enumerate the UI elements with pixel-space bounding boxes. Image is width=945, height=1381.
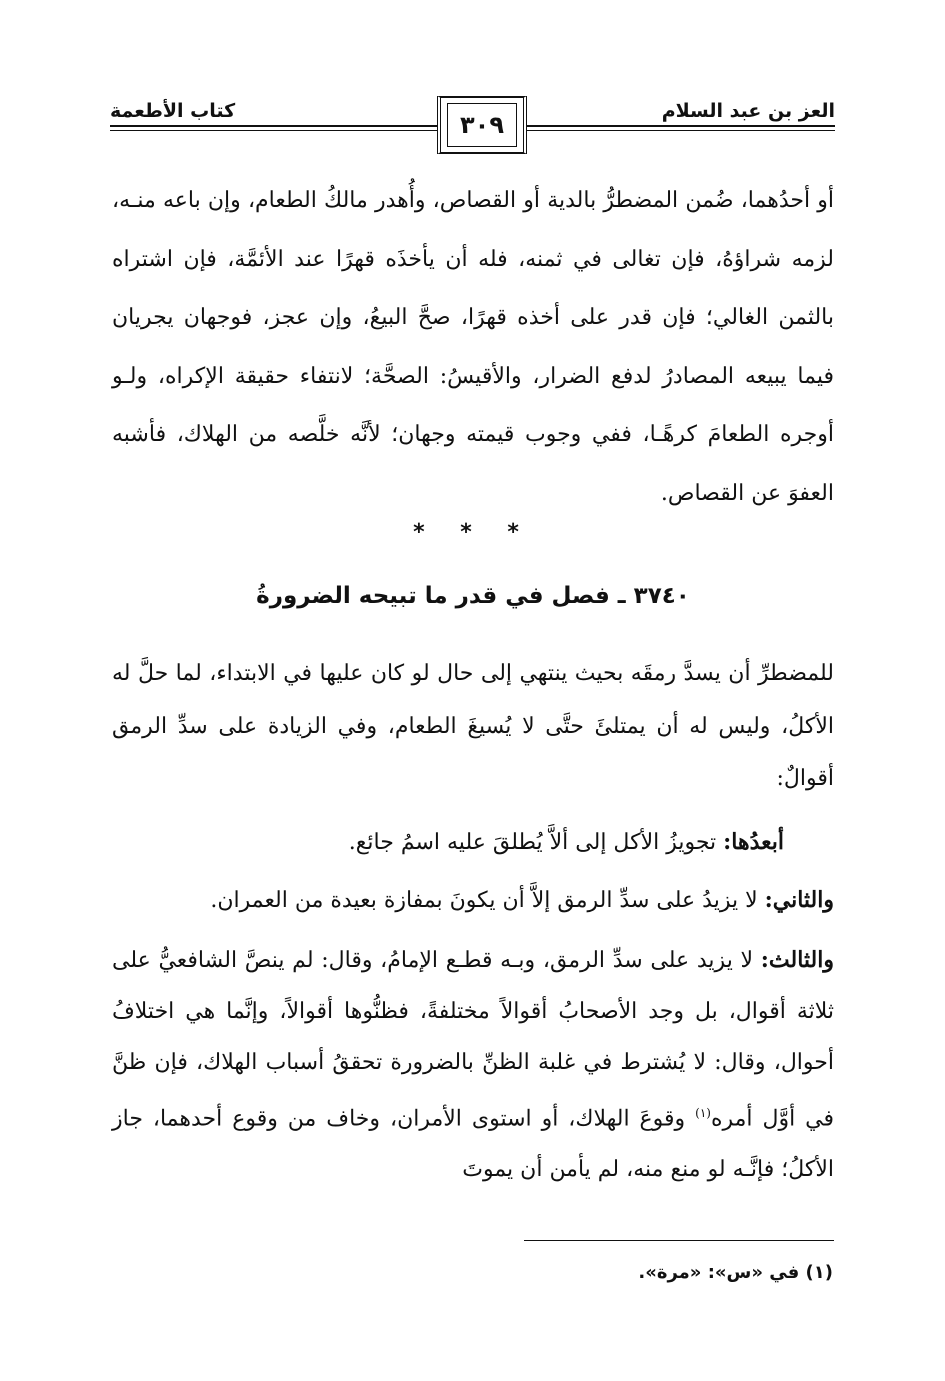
paragraph-continuation [112, 172, 834, 523]
paragraph-1-text: أو أحدُهما، ضُمن المضطرُّ بالدية أو القصاص، وأُهدر مالكُ الطعام، وإن باعه منـه، لزمه شراؤهُ، فإن تغالى في ثمنه، فله أن يأخذَه قهرًا عند الأئمَّة، فإن اشتراه بالثمن الغالي؛ فإن قدر على أخذه قهرًا، صحَّ البيعُ، وإن عجز، فوجهان يجريان فيما يبيعه المصادرُ لدفع الضرار، والأقيسُ: الصحَّة؛ لانتفاء حقيقة الإكراه، ولـو أوجره الطعامَ كرهًـا، ففي وجوب قيمته وجهان؛ لأنَّه خلَّصه من الهلاك، فأشبه العفوَ عن القصاص. [112, 188, 834, 506]
opinion-2-text: لا يزيدُ على سدِّ الرمق إلاَّ أن يكونَ بمفازة بعيدة من العمران. [210, 888, 765, 913]
footnote-marker[interactable]: (١) [695, 1106, 711, 1120]
running-head-author: العز بن عبد السلام [661, 100, 835, 122]
section-heading: ٣٧٤٠ ـ فصل في قدر ما تبيحه الضرورةُ [256, 583, 690, 609]
paragraph-2-text: للمضطرِّ أن يسدَّ رمقَه بحيث ينتهي إلى حال لو كان عليها في الابتداء، لما حلَّ له الأكلُ، وليس له أن يمتلئَ حتَّى لا يُسيغَ الطعام، وفي الزيادة على سدِّ الرمق أقوالٌ: [112, 661, 834, 791]
opinion-3-text-b: وقوعَ الهلاك، أو استوى الأمران، وخاف من وقوع أحدهما، جاز الأكلُ؛ فإنَّـه لو منع منه، لم يأمن أن يموتَ [112, 1106, 834, 1183]
section-separator: * * * [413, 520, 533, 545]
footnote-1: (١) في «س»: «مرة». [638, 1262, 833, 1283]
opinion-1-text: تجويزُ الأكل إلى ألاَّ يُطلقَ عليه اسمُ جائع. [348, 830, 724, 855]
opinion-2-lead: والثاني: [764, 887, 834, 913]
opinion-3-lead: والثالث: [760, 947, 834, 973]
footnote-rule [524, 1240, 834, 1241]
opinion-3-text-a: لا يزيد على سدِّ الرمق، وبـه قطـع الإمامُ، وقال: لم ينصَّ الشافعيُّ على ثلاثة أقوال، بل وجد الأصحابُ أقوالاً مختلفةً، فظنُّوها أقوالاً، وإنَّما هي اختلافُ أحوال، وقال: لا يُشترط في غلبة الظنِّ بالضرورة تحققُ أسباب الهلاك، فإن ظنَّ في أوَّل أمره [112, 948, 835, 1132]
section-intro [112, 648, 834, 806]
page-number-inner-frame [447, 103, 517, 147]
opinion-1 [112, 816, 834, 869]
opinion-3 [112, 935, 834, 1195]
page-header [110, 92, 835, 148]
page-number: ٣٠٩ [460, 111, 504, 139]
running-head-chapter: كتاب الأطعمة [110, 100, 236, 122]
page-number-frame [437, 96, 527, 154]
opinion-2 [112, 874, 834, 927]
opinion-1-lead: أبعدُها: [723, 829, 784, 855]
